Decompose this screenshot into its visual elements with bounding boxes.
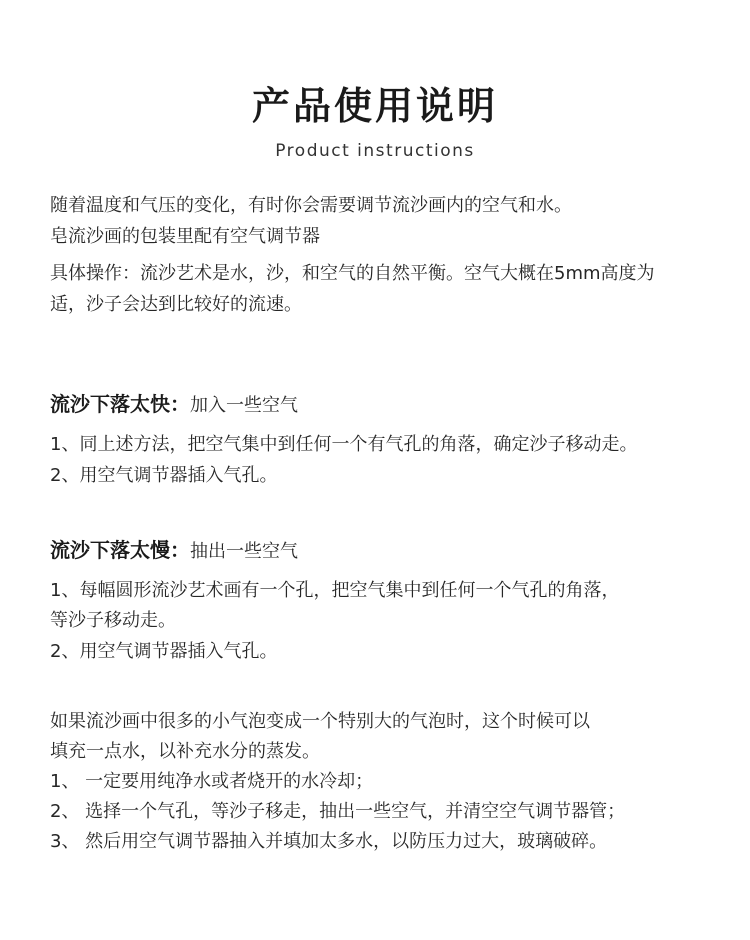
section-slow-heading-strong: 流沙下落太慢： xyxy=(50,538,190,562)
intro-line-4: 适，沙子会达到比较好的流速。 xyxy=(50,294,302,315)
page-title: 产品使用说明 xyxy=(251,84,498,128)
page-subtitle: Product instructions xyxy=(275,141,475,161)
section-slow-step-1-line-1: 1、每幅圆形流沙艺术画有一个孔，把空气集中到任何一个气孔的角落， xyxy=(50,580,620,601)
bubbles-line-2: 填充一点水，以补充水分的蒸发。 xyxy=(50,741,320,762)
section-fast-heading-strong: 流沙下落太快： xyxy=(50,392,190,416)
section-fast-heading xyxy=(50,388,298,422)
intro-line-2: 皂流沙画的包装里配有空气调节器 xyxy=(50,226,320,247)
section-slow-heading xyxy=(50,534,298,568)
section-slow-heading-rest: 抽出一些空气 xyxy=(190,541,298,562)
bubbles-step-1: 1、 一定要用纯净水或者烧开的水冷却； xyxy=(50,771,374,792)
section-fast-step-1: 1、同上述方法，把空气集中到任何一个有气孔的角落，确定沙子移动走。 xyxy=(50,434,638,455)
intro-line-1: 随着温度和气压的变化，有时你会需要调节流沙画内的空气和水。 xyxy=(50,195,572,216)
intro-line-3: 具体操作：流沙艺术是水，沙，和空气的自然平衡。空气大概在5mm高度为 xyxy=(50,263,655,284)
bubbles-line-1: 如果流沙画中很多的小气泡变成一个特别大的气泡时，这个时候可以 xyxy=(50,711,590,732)
section-fast-step-2: 2、用空气调节器插入气孔。 xyxy=(50,465,278,486)
bubbles-step-2: 2、 选择一个气孔，等沙子移走，抽出一些空气，并清空空气调节器管； xyxy=(50,801,626,822)
section-slow-step-2: 2、用空气调节器插入气孔。 xyxy=(50,641,278,662)
bubbles-step-3: 3、 然后用空气调节器抽入并填加太多水，以防压力过大，玻璃破碎。 xyxy=(50,831,608,852)
section-slow-step-1-line-2: 等沙子移动走。 xyxy=(50,610,176,631)
section-fast-heading-rest: 加入一些空气 xyxy=(190,395,298,416)
